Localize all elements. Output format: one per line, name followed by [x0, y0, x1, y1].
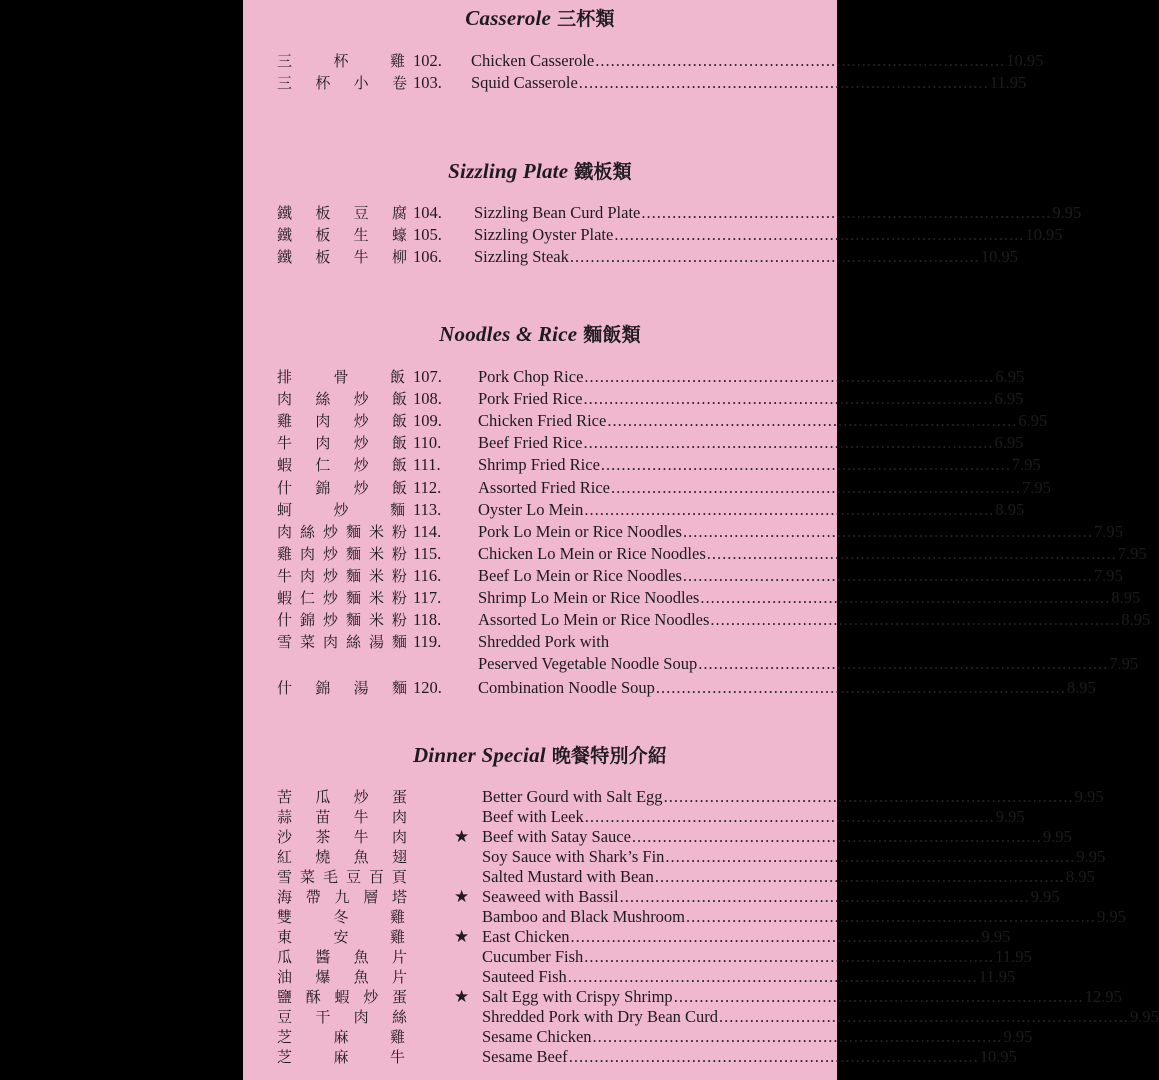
dot-leader: ................................................................................ [600, 455, 1011, 474]
dot-leader: ................................................................................ [710, 610, 1121, 629]
menu-item-price: 6.95 [1018, 411, 1048, 430]
menu-item [243, 826, 1072, 848]
menu-item [243, 1026, 1033, 1048]
dot-leader: ................................................................................ [584, 500, 995, 519]
dot-leader: ................................................................................ [641, 203, 1052, 222]
menu-item-price: 7.95 [1093, 566, 1123, 585]
menu-item-number: 117. [413, 588, 442, 607]
menu-item-price: 9.95 [981, 927, 1011, 946]
menu-item [243, 72, 1027, 94]
menu-item-chinese-name: 雞 肉 炒 麵 米 粉 [277, 545, 407, 563]
menu-item-chinese-name: 什 錦 炒 飯 [277, 479, 407, 497]
menu-item [243, 946, 1032, 968]
menu-item-name: Peserved Vegetable Noodle Soup [478, 654, 698, 673]
menu-item-number: 107. [413, 367, 442, 386]
menu-item-price: 9.95 [1074, 787, 1104, 806]
dot-leader: ................................................................................ [610, 478, 1021, 497]
dot-leader: ................................................................................ [568, 1047, 979, 1066]
menu-item-name: Squid Casserole [471, 73, 578, 92]
menu-item-price: 10.95 [1006, 51, 1044, 70]
menu-item-chinese-name: 苦 瓜 炒 蛋 [277, 788, 407, 806]
menu-item-chinese-name: 什 錦 湯 麵 [277, 679, 407, 697]
menu-item-price: 10.95 [979, 1047, 1017, 1066]
star-icon: ★ [454, 987, 470, 1007]
menu-item-name: Shrimp Lo Mein or Rice Noodles [478, 588, 700, 607]
menu-item-name: Assorted Fried Rice [478, 478, 610, 497]
dot-leader: ................................................................................ [682, 566, 1093, 585]
menu-item-chinese-name: 雙 冬 雞 [277, 908, 405, 926]
menu-item-name: Sizzling Bean Curd Plate [474, 203, 641, 222]
menu-item-name: Beef Fried Rice [478, 433, 583, 452]
menu-item-chinese-name: 三 杯 雞 [277, 52, 405, 70]
menu-item [243, 786, 1104, 808]
menu-item-price: 10.95 [1025, 225, 1063, 244]
menu-item-price: 8.95 [1121, 610, 1151, 629]
menu-item [243, 609, 1151, 631]
section-heading [243, 4, 837, 31]
menu-item-number: 104. [413, 203, 442, 222]
menu-item-number: 106. [413, 247, 442, 266]
menu-item [243, 631, 837, 653]
section-title: Sizzling Plate [448, 159, 569, 183]
menu-item-name: Chicken Casserole [471, 51, 595, 70]
dot-leader: ................................................................................ [682, 522, 1093, 541]
menu-item-price: 6.95 [994, 389, 1024, 408]
dot-leader: ................................................................................ [567, 967, 978, 986]
menu-item [243, 499, 1025, 521]
dot-leader: ................................................................................ [607, 411, 1018, 430]
menu-item-price: 12.95 [1084, 987, 1122, 1006]
menu-item-name: Salted Mustard with Bean [482, 867, 654, 886]
dot-leader: ................................................................................ [569, 247, 980, 266]
star-icon: ★ [454, 827, 470, 847]
menu-item-price: 9.95 [1097, 907, 1126, 926]
menu-item-price: 6.95 [994, 433, 1024, 452]
menu-item [243, 587, 1141, 609]
menu-item [243, 477, 1051, 499]
section-heading [243, 320, 837, 347]
menu-item-chinese-name: 東 安 雞 [277, 928, 405, 946]
menu-item-name: Beef Lo Mein or Rice Noodles [478, 566, 682, 585]
menu-item-chinese-name: 豆 干 肉 絲 [277, 1008, 407, 1026]
menu-item-price: 9.95 [1052, 203, 1082, 222]
menu-item-price: 11.95 [989, 73, 1027, 92]
menu-item-chinese-name: 鐵 板 牛 柳 [277, 248, 407, 266]
menu-item-price: 7.95 [1093, 522, 1123, 541]
menu-item-chinese-name: 肉 絲 炒 麵 米 粉 [277, 523, 407, 541]
menu-item-price: 9.95 [1130, 1007, 1159, 1026]
menu-item-name: Pork Chop Rice [478, 367, 584, 386]
menu-item-chinese-name: 三 杯 小 卷 [277, 74, 407, 92]
menu-item-price: 9.95 [1003, 1027, 1033, 1046]
dot-leader: ................................................................................ [583, 389, 994, 408]
dot-leader: ................................................................................ [654, 867, 1065, 886]
menu-item-name: Combination Noodle Soup [478, 678, 655, 697]
menu-page [243, 0, 1159, 1080]
section-title-chinese: 鐵板類 [574, 161, 632, 183]
menu-item [243, 246, 1018, 268]
menu-item [243, 986, 1122, 1008]
menu-item-number: 103. [413, 73, 442, 92]
section-title: Casserole [465, 6, 552, 30]
menu-item-number: 114. [413, 522, 442, 541]
menu-item-chinese-name: 雞 肉 炒 飯 [277, 412, 407, 430]
menu-item-chinese-name: 蝦 仁 炒 麵 米 粉 [277, 589, 407, 607]
menu-item-chinese-name: 芝 麻 雞 [277, 1028, 405, 1046]
menu-item-name: Pork Lo Mein or Rice Noodles [478, 522, 682, 541]
menu-item-name: Sesame Beef [482, 1047, 568, 1066]
dot-leader: ................................................................................ [719, 1007, 1130, 1026]
menu-item-price: 7.95 [1011, 455, 1041, 474]
menu-item [243, 543, 1147, 565]
menu-item-number: 113. [413, 500, 442, 519]
dot-leader: ................................................................................ [578, 73, 989, 92]
menu-item-chinese-name: 牛 肉 炒 麵 米 粉 [277, 567, 407, 585]
menu-item-name: Oyster Lo Mein [478, 500, 584, 519]
menu-item-number: 110. [413, 433, 442, 452]
menu-item-price: 8.95 [995, 500, 1025, 519]
dot-leader: ................................................................................ [584, 367, 995, 386]
dot-leader: ................................................................................ [631, 827, 1042, 846]
dot-leader: ................................................................................ [592, 1027, 1003, 1046]
menu-item-name: Seaweed with Bassil [482, 887, 619, 906]
menu-item-name: Assorted Lo Mein or Rice Noodles [478, 610, 710, 629]
menu-item-number: 119. [413, 632, 442, 651]
menu-item-price: 8.95 [1065, 867, 1095, 886]
menu-item-chinese-name: 瓜 醬 魚 片 [277, 948, 407, 966]
menu-item-name: Soy Sauce with Shark’s Fin [482, 847, 665, 866]
menu-item-price: 9.95 [1076, 847, 1106, 866]
section-heading [243, 741, 837, 768]
menu-item-name: Shredded Pork with Dry Bean Curd [482, 1007, 719, 1026]
menu-item-price: 10.95 [980, 247, 1018, 266]
menu-item-chinese-name: 鐵 板 豆 腐 [277, 204, 407, 222]
menu-item [243, 806, 1025, 828]
menu-item-chinese-name: 蒜 苗 牛 肉 [277, 808, 407, 826]
menu-item-chinese-name: 鐵 板 生 蠔 [277, 226, 407, 244]
menu-item-chinese-name: 肉 絲 炒 飯 [277, 390, 407, 408]
star-icon: ★ [454, 887, 470, 907]
menu-item [243, 454, 1041, 476]
menu-item-name: Sauteed Fish [482, 967, 567, 986]
menu-item-number: 109. [413, 411, 442, 430]
menu-item-chinese-name: 沙 茶 牛 肉 [277, 828, 407, 846]
menu-item-price: 11.95 [995, 947, 1032, 966]
menu-item [243, 906, 1126, 928]
menu-item [243, 521, 1123, 543]
dot-leader: ................................................................................ [686, 907, 1097, 926]
dot-leader: ................................................................................ [595, 51, 1006, 70]
menu-item-name: Shrimp Fried Rice [478, 455, 600, 474]
menu-item-name: Shredded Pork with [478, 632, 610, 651]
menu-item-chinese-name: 蚵 炒 麵 [277, 501, 405, 519]
menu-item-chinese-name: 海 帶 九 層 塔 [277, 888, 407, 906]
menu-item-name: East Chicken [482, 927, 570, 946]
menu-item-name: Sizzling Steak [474, 247, 569, 266]
dot-leader: ................................................................................ [698, 654, 1109, 673]
menu-item-number: 108. [413, 389, 442, 408]
menu-item [243, 432, 1024, 454]
dot-leader: ................................................................................ [663, 787, 1074, 806]
menu-item-chinese-name: 排 骨 飯 [277, 368, 405, 386]
menu-item [243, 866, 1095, 888]
menu-item [243, 1046, 1017, 1068]
menu-item-price: 6.95 [995, 367, 1025, 386]
dot-leader: ................................................................................ [583, 433, 994, 452]
dot-leader: ................................................................................ [619, 887, 1030, 906]
section-title-chinese: 麵飯類 [583, 324, 641, 346]
menu-item-price: 7.95 [1117, 544, 1147, 563]
menu-item-number: 115. [413, 544, 442, 563]
menu-item [243, 886, 1060, 908]
dot-leader: ................................................................................ [655, 678, 1066, 697]
menu-item-number: 112. [413, 478, 442, 497]
menu-item-number: 118. [413, 610, 442, 629]
section-title-chinese: 晚餐特別介紹 [551, 745, 668, 767]
section-title: Noodles & Rice [439, 322, 578, 346]
menu-item [243, 50, 1044, 72]
menu-item [243, 1006, 1159, 1028]
menu-item-name: Sizzling Oyster Plate [474, 225, 614, 244]
dot-leader: ................................................................................ [706, 544, 1117, 563]
menu-item-chinese-name: 油 爆 魚 片 [277, 968, 407, 986]
menu-item [243, 677, 1096, 699]
section-heading [243, 157, 837, 184]
menu-item-chinese-name: 什 錦 炒 麵 米 粉 [277, 611, 407, 629]
menu-item-name: Chicken Lo Mein or Rice Noodles [478, 544, 706, 563]
menu-item-continuation [243, 653, 1139, 675]
dot-leader: ................................................................................ [665, 847, 1076, 866]
star-icon: ★ [454, 927, 470, 947]
menu-item-chinese-name: 雪 菜 毛 豆 百 頁 [277, 868, 407, 886]
dot-leader: ................................................................................ [584, 807, 995, 826]
menu-item-number: 111. [413, 455, 441, 474]
menu-item-name: Chicken Fried Rice [478, 411, 607, 430]
menu-item [243, 846, 1106, 868]
menu-item-name: Cucumber Fish [482, 947, 584, 966]
section-title-chinese: 三杯類 [557, 8, 615, 30]
menu-item-chinese-name: 芝 麻 牛 [277, 1048, 405, 1066]
menu-item [243, 224, 1063, 246]
menu-item-price: 7.95 [1109, 654, 1139, 673]
menu-item [243, 966, 1016, 988]
dot-leader: ................................................................................ [673, 987, 1084, 1006]
menu-item-number: 102. [413, 51, 442, 70]
menu-item-chinese-name: 紅 燒 魚 翅 [277, 848, 407, 866]
menu-item-price: 9.95 [1030, 887, 1060, 906]
menu-item-name: Sesame Chicken [482, 1027, 592, 1046]
menu-item-chinese-name: 鹽 酥 蝦 炒 蛋 [277, 988, 407, 1006]
dot-leader: ................................................................................ [614, 225, 1025, 244]
menu-item-price: 11.95 [978, 967, 1016, 986]
menu-item [243, 388, 1024, 410]
menu-item [243, 366, 1025, 388]
menu-item [243, 926, 1011, 948]
menu-item-price: 9.95 [1042, 827, 1072, 846]
menu-item-price: 7.95 [1021, 478, 1051, 497]
dot-leader: ................................................................................ [700, 588, 1111, 607]
section-title: Dinner Special [412, 743, 546, 767]
menu-item-name: Better Gourd with Salt Egg [482, 787, 663, 806]
menu-item-price: 8.95 [1111, 588, 1141, 607]
menu-item [243, 565, 1123, 587]
dot-leader: ................................................................................ [570, 927, 981, 946]
menu-item [243, 202, 1082, 224]
menu-item-chinese-name: 蝦 仁 炒 飯 [277, 456, 407, 474]
menu-item-price: 9.95 [995, 807, 1025, 826]
dot-leader: ................................................................................ [584, 947, 995, 966]
menu-item-chinese-name: 雪 菜 肉 絲 湯 麵 [277, 633, 407, 651]
menu-item-chinese-name: 牛 肉 炒 飯 [277, 434, 407, 452]
menu-item-number: 120. [413, 678, 442, 697]
menu-item-name: Beef with Leek [482, 807, 584, 826]
menu-item-number: 116. [413, 566, 442, 585]
menu-item-name: Bamboo and Black Mushroom [482, 907, 686, 926]
menu-item [243, 410, 1048, 432]
menu-item-price: 8.95 [1066, 678, 1096, 697]
menu-item-number: 105. [413, 225, 442, 244]
menu-item-name: Pork Fried Rice [478, 389, 583, 408]
menu-item-name: Beef with Satay Sauce [482, 827, 631, 846]
menu-item-name: Salt Egg with Crispy Shrimp [482, 987, 673, 1006]
